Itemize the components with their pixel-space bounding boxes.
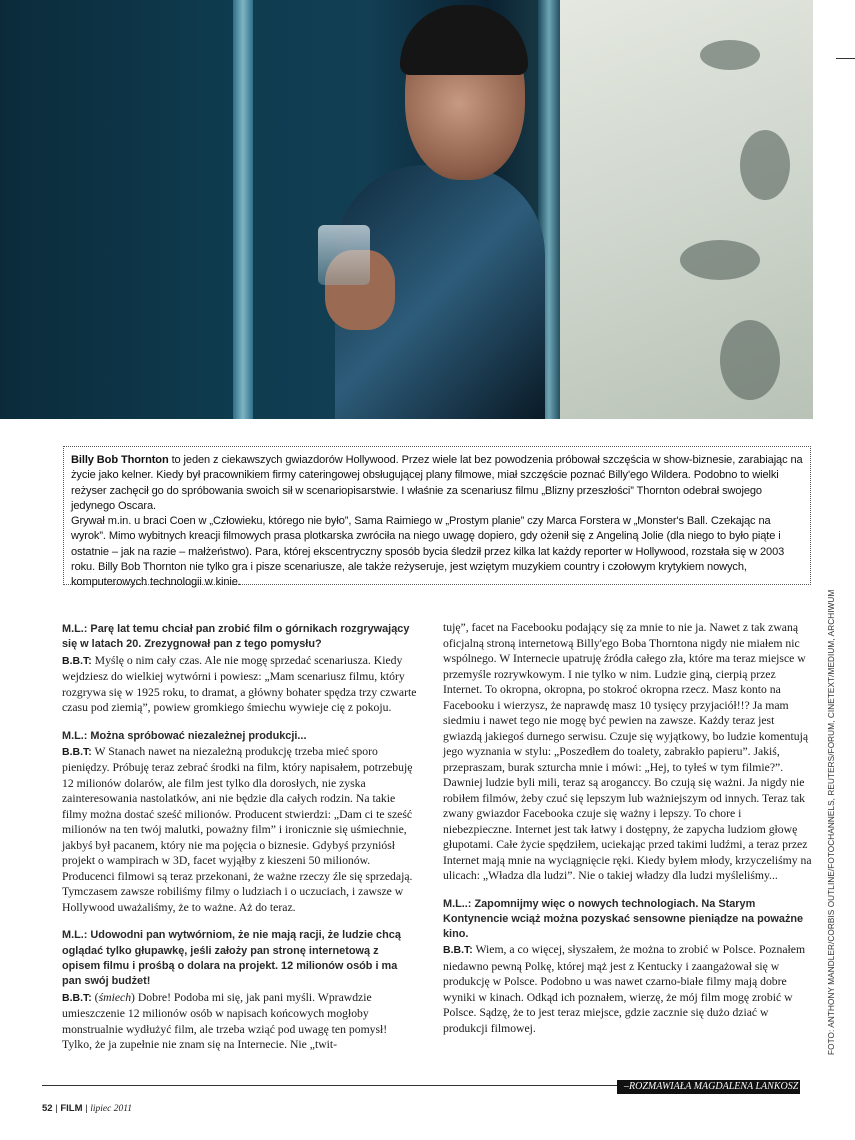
magazine-name: FILM (60, 1103, 83, 1114)
interviewer-signature: –ROZMAWIAŁA MAGDALENA LANKOSZ (617, 1080, 800, 1094)
page-footer: 52 | FILM | lipiec 2011 (42, 1103, 133, 1114)
question: M.L.: Można spróbować niezależnej produkcji... (62, 729, 307, 742)
column-left (62, 622, 419, 1053)
question: M.L..: Zapomnijmy więc o nowych technologiach. Na Starym Kontynencie wciąż można pozyskać sensowne pieniądze na poważne kino. (443, 897, 804, 941)
leaf-shadow (700, 40, 760, 70)
bio-name: Billy Bob Thornton (71, 454, 169, 466)
photo-credit: FOTO: ANTHONY MANDLER/CORBIS OUTLINE/FOTOCHANNELS, REUTERS/FORUM, CINETEXT/MEDIUM, ARCHIWUM (827, 589, 836, 1055)
column-right (443, 620, 813, 1036)
answer: B.B.T: Myślę o nim cały czas. Ale nie mogę sprzedać scenariusza. Kiedy wejdziesz do wielkiej wytwórni i powiesz: „Mam scenariusz filmu, który rozgrywa się w 1925 roku, to dramat, a główny bohater spędza trzy czwarte czasu pod ziemią”, powiew gromkiego śmiechu wywieje cię z pokoju. (62, 653, 417, 715)
leaf-shadow (720, 320, 780, 400)
answer: B.B.T: W Stanach nawet na niezależną produkcję trzeba mieć sporo pieniędzy. Próbuję teraz zebrać środki na film, który napisałem, potrzebuję 12 milionów dolarów, ale film jest tylko dla dorosłych, nie zyska zainteresowania nastolatków, ani nie będzie dla całych rodzin. Na takie filmy można dostać sześć milionów. Producent stwierdzi: „Dam ci te sześć milionów na ten twój malutki, poważny film” i ironicznie się uśmiechnie, jakbyś był pacanem, który nie ma pojęcia o biznesie. Gdybyś przyniósł projekt o wampirach w 3D, facet wyjąłby z kieszeni 50 milionów. Producenci filmowi są teraz przekonani, że ważne rzeczy źle się sprzedają. Tymczasem zawsze robiliśmy filmy o ludziach i o uczuciach, i zawsze w Hollywood uważaliśmy, że to ważne. Aż do teraz. (62, 744, 413, 914)
answer-continued: tuję”, facet na Facebooku podający się za mnie to nie ja. Nawet z tak zwaną oficjalną stroną internetową Billy'ego Boba Thorntona nigdy nie miałem nic wspólnego. W Internecie upatruję źródła całego zła, które ma teraz miejsce w przemyśle rozrywkowym. I nie tylko w nim. Ludzie giną, cierpią przez Internet. To okropna, okropna, po stokroć okropna rzecz. Masz konto na Facebooku i wierzysz, że naprawdę masz 10 tysięcy przyjaciół!!? Ja mam siedmiu i nawet tego nie mogę być pewien na zawsze. Każdy teraz jest gwiazdą jakiegoś durnego serwisu. Czuje się wyjątkowy, bo ludzie komentują jego wyznania w stylu: „Poszedłem do toalety, zabrakło papieru”. Jakiś, przepraszam, burak szturcha mnie i mówi: „Hej, to tyłeś w tym filmie?”. Dawniej ludzie byli mili, teraz są aroganccy. Bo czują się ważni. Ja nigdy nie robiłem filmów, żeby czuć się lepszym lub ważniejszym od innych. Teraz tak zwany gwiazdor Facebooka czuje się ważny i lepszy. To chore i niebezpieczne. Internet jest tak łatwy i dostępny, że zapycha ludziom głowę głupotami. Całe życie spędziłem, uciekając przed takimi ludźmi, a teraz przez Internet mają mnie na wyciągnięcie ręki. Kiedy byłem młody, krzyczeliśmy na ulicach: „Władza dla ludzi”. Nie o takiej władzy dla ludzi myśleliśmy... (443, 621, 812, 882)
bio-paragraph-2: Grywał m.in. u braci Coen w „Człowieku, którego nie było”, Sama Raimiego w „Prostym planie” czy Marca Forstera w „Monster's Ball. Czekając na wyrok”. Mimo wybitnych kreacji filmowych prasa plotkarska zwróciła na niego uwagę dopiero, gdy ożenił się z Angeliną Jolie (dla niego to było piąte i ostatnie – jak na razie – małżeństwo). Para, której ekscentryczny sposób bycia śledził przez kilka lat każdy reporter w Hollywood, rozstała się w 2003 roku. Billy Bob Thornton nie tylko gra i pisze scenariusze, ale także reżyseruje, jest wziętym muzykiem country i czołowym krytykiem nowych, komputerowych technologii w kinie. (71, 515, 785, 589)
question: M.L.: Parę lat temu chciał pan zrobić film o górnikach rozgrywający się w latach 20. Zrezygnował pan z tego pomysłu? (62, 623, 410, 651)
corner-rule (814, 0, 855, 60)
question: M.L.: Udowodni pan wytwórniom, że nie mają racji, że ludzie chcą oglądać tylko głupawkę, jeśli założy pan stronę internetową z opisem filmu i prośbą o dolara na projekt. 12 milionów osób i ma pan swój budżet! (62, 929, 401, 988)
drinking-glass (318, 225, 370, 285)
hero-photo (0, 0, 813, 419)
answer: B.B.T: (śmiech) Dobre! Podoba mi się, jak pani myśli. Wprawdzie umieszczenie 12 milionów osób w napisach końcowych mogłoby monstrualnie wydłużyć film, ale trzeba wziąć pod uwagę ten pomysł! Tylko, że ja zupełnie nie znam się na Internecie. Nie „twit- (62, 990, 388, 1052)
leaf-shadow (740, 130, 790, 200)
answer: B.B.T: Wiem, a co więcej, słyszałem, że można to zrobić w Polsce. Poznałem niedawno pewną Polkę, której mąż jest z Kentucky i zaangażował się w produkcję w Polsce. Podobno u was nawet czarno-białe filmy mają dobre wyniki w kinach. Odkąd ich poznałem, wierzę, że mój film mogę zrobić w Polsce. Sądzę, że to jest teraz miejsce, gdzie zacznie się dużo dziać w produkcji filmowej. (443, 943, 806, 1035)
door-frame-left (233, 0, 253, 419)
bio-box (63, 446, 811, 589)
man-cap (400, 5, 528, 75)
bio-paragraph-1: Billy Bob Thornton to jeden z ciekawszych gwiazdorów Hollywood. Przez wiele lat bez powodzenia próbował szczęścia w show-biznesie, zarabiając na życie jako kelner. Kiedy był pracownikiem firmy cateringowej obsługującej plany filmowe, miał szczęście poznać Billy'ego Wildera. Podobno to wielki reżyser zachęcił go do spróbowania swoich sił w scenariopisarstwie. I właśnie za scenariusz filmu „Blizny przeszłości” Thornton odebrał swojego jedynego Oscara. (71, 454, 803, 512)
leaf-shadow (680, 240, 760, 280)
issue-date: lipiec 2011 (90, 1104, 133, 1114)
page-number: 52 (42, 1103, 53, 1114)
